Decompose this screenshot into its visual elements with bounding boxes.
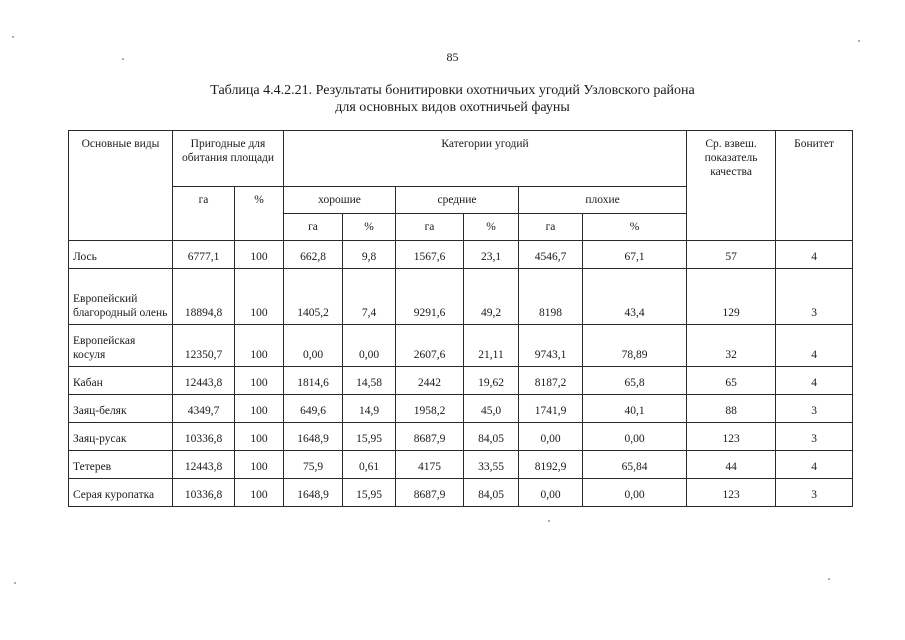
header-good: хорошие (284, 187, 396, 214)
bonitet-cell: 4 (776, 325, 853, 367)
species-name-cell: Заяц-русак (69, 423, 173, 451)
area-ha-cell: 6777,1 (173, 241, 235, 269)
bad-pct-cell: 0,00 (583, 423, 687, 451)
bonitet-cell: 3 (776, 395, 853, 423)
good-pct-cell: 0,00 (343, 325, 396, 367)
medium-pct-cell: 45,0 (464, 395, 519, 423)
area-pct-cell: 100 (235, 395, 284, 423)
good-pct-cell: 0,61 (343, 451, 396, 479)
medium-ha-cell: 8687,9 (396, 479, 464, 507)
medium-ha-cell: 1567,6 (396, 241, 464, 269)
area-pct-cell: 100 (235, 451, 284, 479)
table-row (69, 325, 853, 367)
area-pct-cell: 100 (235, 423, 284, 451)
medium-ha-cell: 9291,6 (396, 269, 464, 325)
header-quality: Ср. взвеш. показатель качества (687, 131, 776, 241)
bad-ha-cell: 0,00 (519, 479, 583, 507)
area-pct-cell: 100 (235, 479, 284, 507)
page-number: 85 (446, 50, 459, 64)
table-row (69, 241, 853, 269)
area-ha-cell: 12443,8 (173, 451, 235, 479)
header-medium: средние (396, 187, 519, 214)
header-suitable-area: Пригодные для обитания площади (173, 131, 284, 187)
area-ha-cell: 12443,8 (173, 367, 235, 395)
species-name-cell: Тетерев (69, 451, 173, 479)
species-name-cell: Лось (69, 241, 173, 269)
good-ha-cell: 649,6 (284, 395, 343, 423)
good-ha-cell: 1648,9 (284, 479, 343, 507)
medium-pct-cell: 33,55 (464, 451, 519, 479)
scan-speck (858, 40, 860, 42)
medium-pct-cell: 84,05 (464, 423, 519, 451)
header-categories: Категории угодий (284, 131, 687, 187)
bad-pct-cell: 0,00 (583, 479, 687, 507)
table-title (0, 82, 905, 116)
quality-cell: 32 (687, 325, 776, 367)
medium-ha-cell: 2607,6 (396, 325, 464, 367)
species-name-cell: Европейская косуля (69, 325, 173, 367)
header-medium-pct: % (464, 214, 519, 241)
bad-ha-cell: 9743,1 (519, 325, 583, 367)
area-ha-cell: 10336,8 (173, 423, 235, 451)
bonitet-cell: 3 (776, 479, 853, 507)
table-title-line-2: для основных видов охотничьей фауны (335, 100, 570, 115)
medium-ha-cell: 8687,9 (396, 423, 464, 451)
good-pct-cell: 7,4 (343, 269, 396, 325)
area-ha-cell: 18894,8 (173, 269, 235, 325)
header-bad-pct: % (583, 214, 687, 241)
species-name-cell: Заяц-беляк (69, 395, 173, 423)
good-pct-cell: 14,58 (343, 367, 396, 395)
scan-speck (12, 36, 14, 38)
medium-pct-cell: 19,62 (464, 367, 519, 395)
bad-pct-cell: 67,1 (583, 241, 687, 269)
quality-cell: 57 (687, 241, 776, 269)
header-bad: плохие (519, 187, 687, 214)
medium-pct-cell: 84,05 (464, 479, 519, 507)
header-good-pct: % (343, 214, 396, 241)
area-ha-cell: 10336,8 (173, 479, 235, 507)
header-good-ha: га (284, 214, 343, 241)
good-ha-cell: 1814,6 (284, 367, 343, 395)
table-row (69, 423, 853, 451)
bad-pct-cell: 78,89 (583, 325, 687, 367)
table-row (69, 479, 853, 507)
bad-ha-cell: 8198 (519, 269, 583, 325)
medium-ha-cell: 4175 (396, 451, 464, 479)
scan-speck (548, 520, 550, 522)
header-row-1 (69, 131, 853, 187)
area-pct-cell: 100 (235, 241, 284, 269)
bad-ha-cell: 4546,7 (519, 241, 583, 269)
good-pct-cell: 15,95 (343, 479, 396, 507)
bonitet-cell: 4 (776, 367, 853, 395)
bad-pct-cell: 65,84 (583, 451, 687, 479)
bonitet-cell: 3 (776, 269, 853, 325)
bonitet-cell: 4 (776, 241, 853, 269)
quality-cell: 44 (687, 451, 776, 479)
table-row (69, 367, 853, 395)
header-species: Основные виды (69, 131, 173, 241)
header-area-pct: % (235, 187, 284, 241)
species-name-cell: Кабан (69, 367, 173, 395)
species-name-cell: Серая куропатка (69, 479, 173, 507)
good-pct-cell: 15,95 (343, 423, 396, 451)
good-ha-cell: 75,9 (284, 451, 343, 479)
scan-speck (122, 58, 124, 60)
table-row (69, 269, 853, 325)
area-ha-cell: 12350,7 (173, 325, 235, 367)
table-title-line-1: Таблица 4.4.2.21. Результаты бонитировки охотничьих угодий Узловского района (210, 83, 695, 98)
table-row (69, 395, 853, 423)
good-pct-cell: 9,8 (343, 241, 396, 269)
header-bad-ha: га (519, 214, 583, 241)
quality-cell: 88 (687, 395, 776, 423)
medium-pct-cell: 21,11 (464, 325, 519, 367)
medium-pct-cell: 49,2 (464, 269, 519, 325)
good-pct-cell: 14,9 (343, 395, 396, 423)
scan-speck (828, 578, 830, 580)
bad-ha-cell: 0,00 (519, 423, 583, 451)
medium-pct-cell: 23,1 (464, 241, 519, 269)
header-area-ha: га (173, 187, 235, 241)
header-bonitet: Бонитет (776, 131, 853, 241)
quality-cell: 123 (687, 423, 776, 451)
bad-ha-cell: 8192,9 (519, 451, 583, 479)
good-ha-cell: 1648,9 (284, 423, 343, 451)
bonitet-cell: 4 (776, 451, 853, 479)
good-ha-cell: 662,8 (284, 241, 343, 269)
table-row (69, 451, 853, 479)
bad-ha-cell: 1741,9 (519, 395, 583, 423)
quality-cell: 65 (687, 367, 776, 395)
scan-speck (14, 582, 16, 584)
good-ha-cell: 1405,2 (284, 269, 343, 325)
bonitet-table (68, 130, 853, 507)
bad-pct-cell: 40,1 (583, 395, 687, 423)
medium-ha-cell: 2442 (396, 367, 464, 395)
medium-ha-cell: 1958,2 (396, 395, 464, 423)
bad-pct-cell: 65,8 (583, 367, 687, 395)
bad-ha-cell: 8187,2 (519, 367, 583, 395)
header-medium-ha: га (396, 214, 464, 241)
bad-pct-cell: 43,4 (583, 269, 687, 325)
area-ha-cell: 4349,7 (173, 395, 235, 423)
area-pct-cell: 100 (235, 325, 284, 367)
area-pct-cell: 100 (235, 269, 284, 325)
bonitet-cell: 3 (776, 423, 853, 451)
species-name-cell: Европейский благородный олень (69, 269, 173, 325)
area-pct-cell: 100 (235, 367, 284, 395)
quality-cell: 129 (687, 269, 776, 325)
good-ha-cell: 0,00 (284, 325, 343, 367)
quality-cell: 123 (687, 479, 776, 507)
